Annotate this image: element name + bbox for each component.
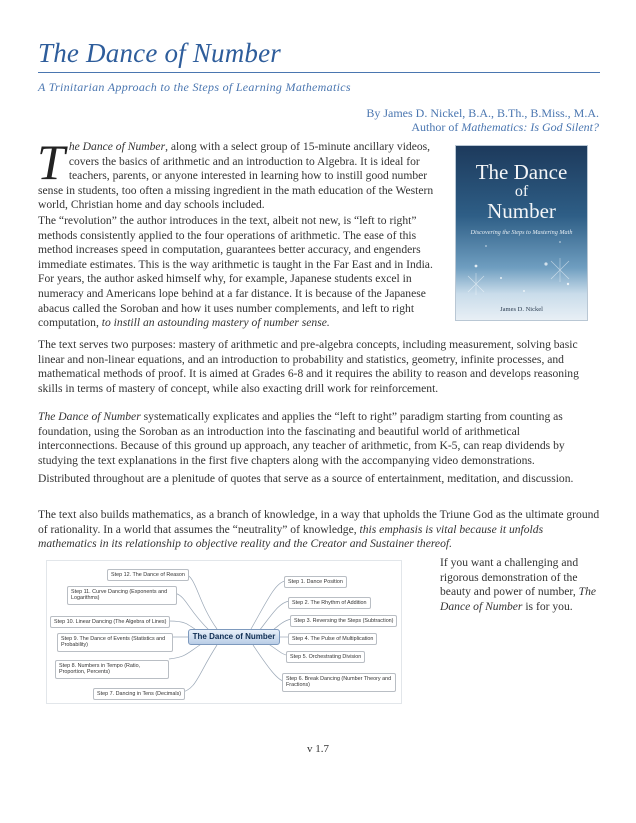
intro-book-title: he Dance of Number [68,140,166,153]
byline [366,106,599,134]
body-text-2: systematically explicates and applies the “left to right” paradigm starting from counting as foundation, using the Soroban as an introduction into the fascinating and beautiful world of arithmetical interconnections. Because of this ground up approach, any teacher of arithmetic, from K-5, can reap dividends by studying the text explanations in the first five chapters along with the accompanying video demonstrations. [38,410,565,467]
byline-book [366,120,599,134]
side-note-suffix: is for you. [522,599,573,613]
page-title: The Dance of Number [38,38,282,68]
body-paragraph-3: Distributed throughout are a plenitude of quotes that serve as a source of entertainment, meditation, and discussion. [38,472,574,485]
cover-subtitle: Discovering the Steps to Mastering Math [470,229,573,236]
mind-map-node-step-1: Step 1. Dance Position [284,576,347,588]
byline-author: By James D. Nickel, B.A., B.Th., B.Miss., M.A. [366,106,599,120]
mind-map-diagram [46,560,402,704]
side-note-book-title: The Dance of Number [440,585,597,613]
byline-prefix: Author of [411,120,462,134]
mind-map-node-step-9: Step 9. The Dance of Events (Statistics and Probability) [57,633,173,652]
body-paragraph-4 [38,508,600,552]
mind-map-node-step-12: Step 12. The Dance of Reason [107,569,189,581]
mind-map-center-node: The Dance of Number [188,629,280,645]
intro-emphasis: to instill an astounding mastery of number sense. [101,316,330,330]
cover-author: James D. Nickel [500,306,543,313]
mind-map-node-step-10: Step 10. Linear Dancing (The Algebra of Lines) [50,616,170,628]
cover-title-line-2: of [514,183,529,200]
book-cover-image [455,145,588,321]
cover-title-line-1: The Dance [475,160,568,184]
intro-paragraph-2 [38,214,443,331]
title-rule [38,72,600,73]
mind-map-node-step-2: Step 2. The Rhythm of Addition [288,597,371,609]
mind-map-node-step-11: Step 11. Curve Dancing (Exponents and Logarithms) [67,586,177,605]
mind-map-node-step-5: Step 5. Orchestrating Division [286,651,365,663]
mind-map-node-step-4: Step 4. The Pulse of Multiplication [288,633,377,645]
mind-map-node-step-3: Step 3. Reversing the Steps (Subtraction) [290,615,397,627]
drop-cap: T [37,134,65,190]
body-emphasis: this emphasis is vital because it unfolds mathematics in its relationship to objective reality and the Creator and Sustainer thereof. [38,522,544,551]
body-paragraph-2 [38,410,600,468]
cover-title-line-3: Number [487,199,556,223]
mind-map-node-step-7: Step 7. Dancing in Tens (Decimals) [93,688,185,700]
side-note-text: If you want a challenging and rigorous demonstration of the beauty and power of number, [440,556,579,599]
body-text-4: The text also builds mathematics, as a branch of knowledge, in a way that upholds the Triune God as the ultimate ground of rationality. In a world that assumes the “neutrality” of knowledge, [38,508,600,536]
intro-text-1: , along with a select group of 15-minute ancillary videos, covers the basics of arithmetic and an introduction to Algebra. It is ideal for teachers, parents, or anyone interested in learning how to instill good number sense in students, too often a missing ingredient in the math education of the Western world, Christian home and day schools included. [38,140,434,212]
intro-paragraph-1 [37,134,443,213]
byline-book-title: Mathematics: Is God Silent? [461,120,599,134]
body-paragraph-1: The text serves two purposes: mastery of arithmetic and pre-algebra concepts, including measurement, solving basic linear and non-linear equations, and an introduction to probability and statistics, geometry, infinite processes, and mathematical methods of proof. It is aimed at Grades 6-8 and it requires the ability to reason and develops reasoning skills in terms of mastery of concept, while also exacting drill work for reinforcement. [38,338,579,395]
body-book-title: The Dance of Number [38,410,141,423]
page-subtitle: A Trinitarian Approach to the Steps of Learning Mathematics [38,80,351,94]
cover-title [456,162,587,222]
side-note [440,556,610,614]
mind-map-node-step-6: Step 6. Break Dancing (Number Theory and Fractions) [282,673,396,692]
mind-map-node-step-8: Step 8. Numbers in Tempo (Ratio, Proportion, Percents) [55,660,169,679]
version-label: v 1.7 [307,743,329,755]
intro-text-2: The “revolution” the author introduces in the text, albeit not new, is “left to right” methods consistently applied to the four operations of arithmetic. The ease of this method increases speed in computation, guarantees better accuracy, and engenders immediate estimates. This is the way arithmetic is taught in the Far East and in India. For years, the author asked himself why, for example, Japanese students excel in numeracy and Americans lope behind at a far distance. It is because of the Japanese abacus called the Soroban and how it uses number complements, and left to right computation, [38,214,433,330]
